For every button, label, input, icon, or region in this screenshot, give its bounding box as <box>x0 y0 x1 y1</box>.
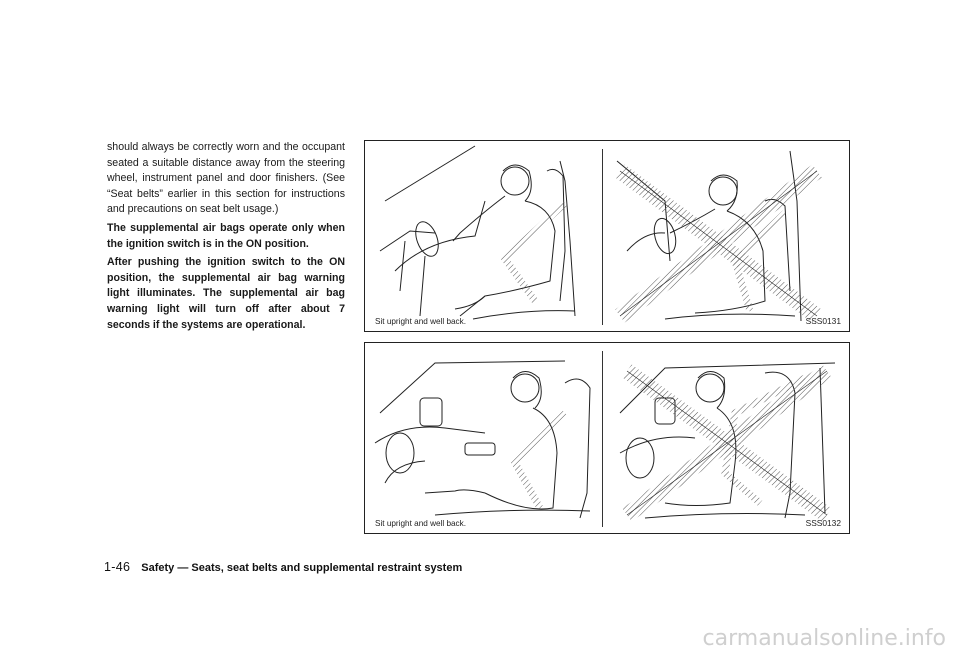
page-footer <box>104 560 462 574</box>
side-seating-illustration <box>365 343 851 535</box>
figure-divider <box>602 351 603 527</box>
body-text-column <box>107 140 345 336</box>
correct-posture-drawing <box>375 361 590 518</box>
section-title: Safety — Seats, seat belts and supplemental restraint system <box>141 562 463 574</box>
figure-front-seating <box>364 140 850 332</box>
seat-belt-left <box>505 203 565 301</box>
figure-code: SSS0132 <box>805 518 841 528</box>
body-paragraph-bold: The supplemental air bags operate only when the ignition switch is in the ON position. <box>107 221 345 250</box>
body-paragraph: should always be correctly worn and the occupant seated a suitable distance away from the steering wheel, instrument panel and door finishers. (See “Seat belts” earlier in this section for instructions and precautions on seat belt usage.) <box>107 141 345 216</box>
page-number: 1-46 <box>104 560 131 574</box>
prohibited-x-icon <box>627 371 827 515</box>
figure-caption: Sit upright and well back. <box>375 317 467 326</box>
seat-belt-left <box>515 413 565 508</box>
figure-side-seating <box>364 342 850 534</box>
figure-divider <box>602 149 603 325</box>
correct-posture-drawing <box>380 146 575 319</box>
figure-caption: Sit upright and well back. <box>375 519 467 528</box>
body-paragraph-bold: After pushing the ignition switch to the ON position, the supplemental air bag warning light illuminates. The supplemental air bag warning light will turn off after about 7 seconds if the systems are operational. <box>107 256 345 331</box>
front-seating-illustration <box>365 141 851 333</box>
figure-code: SSS0131 <box>805 316 841 326</box>
watermark: carmanualsonline.info <box>702 626 946 651</box>
